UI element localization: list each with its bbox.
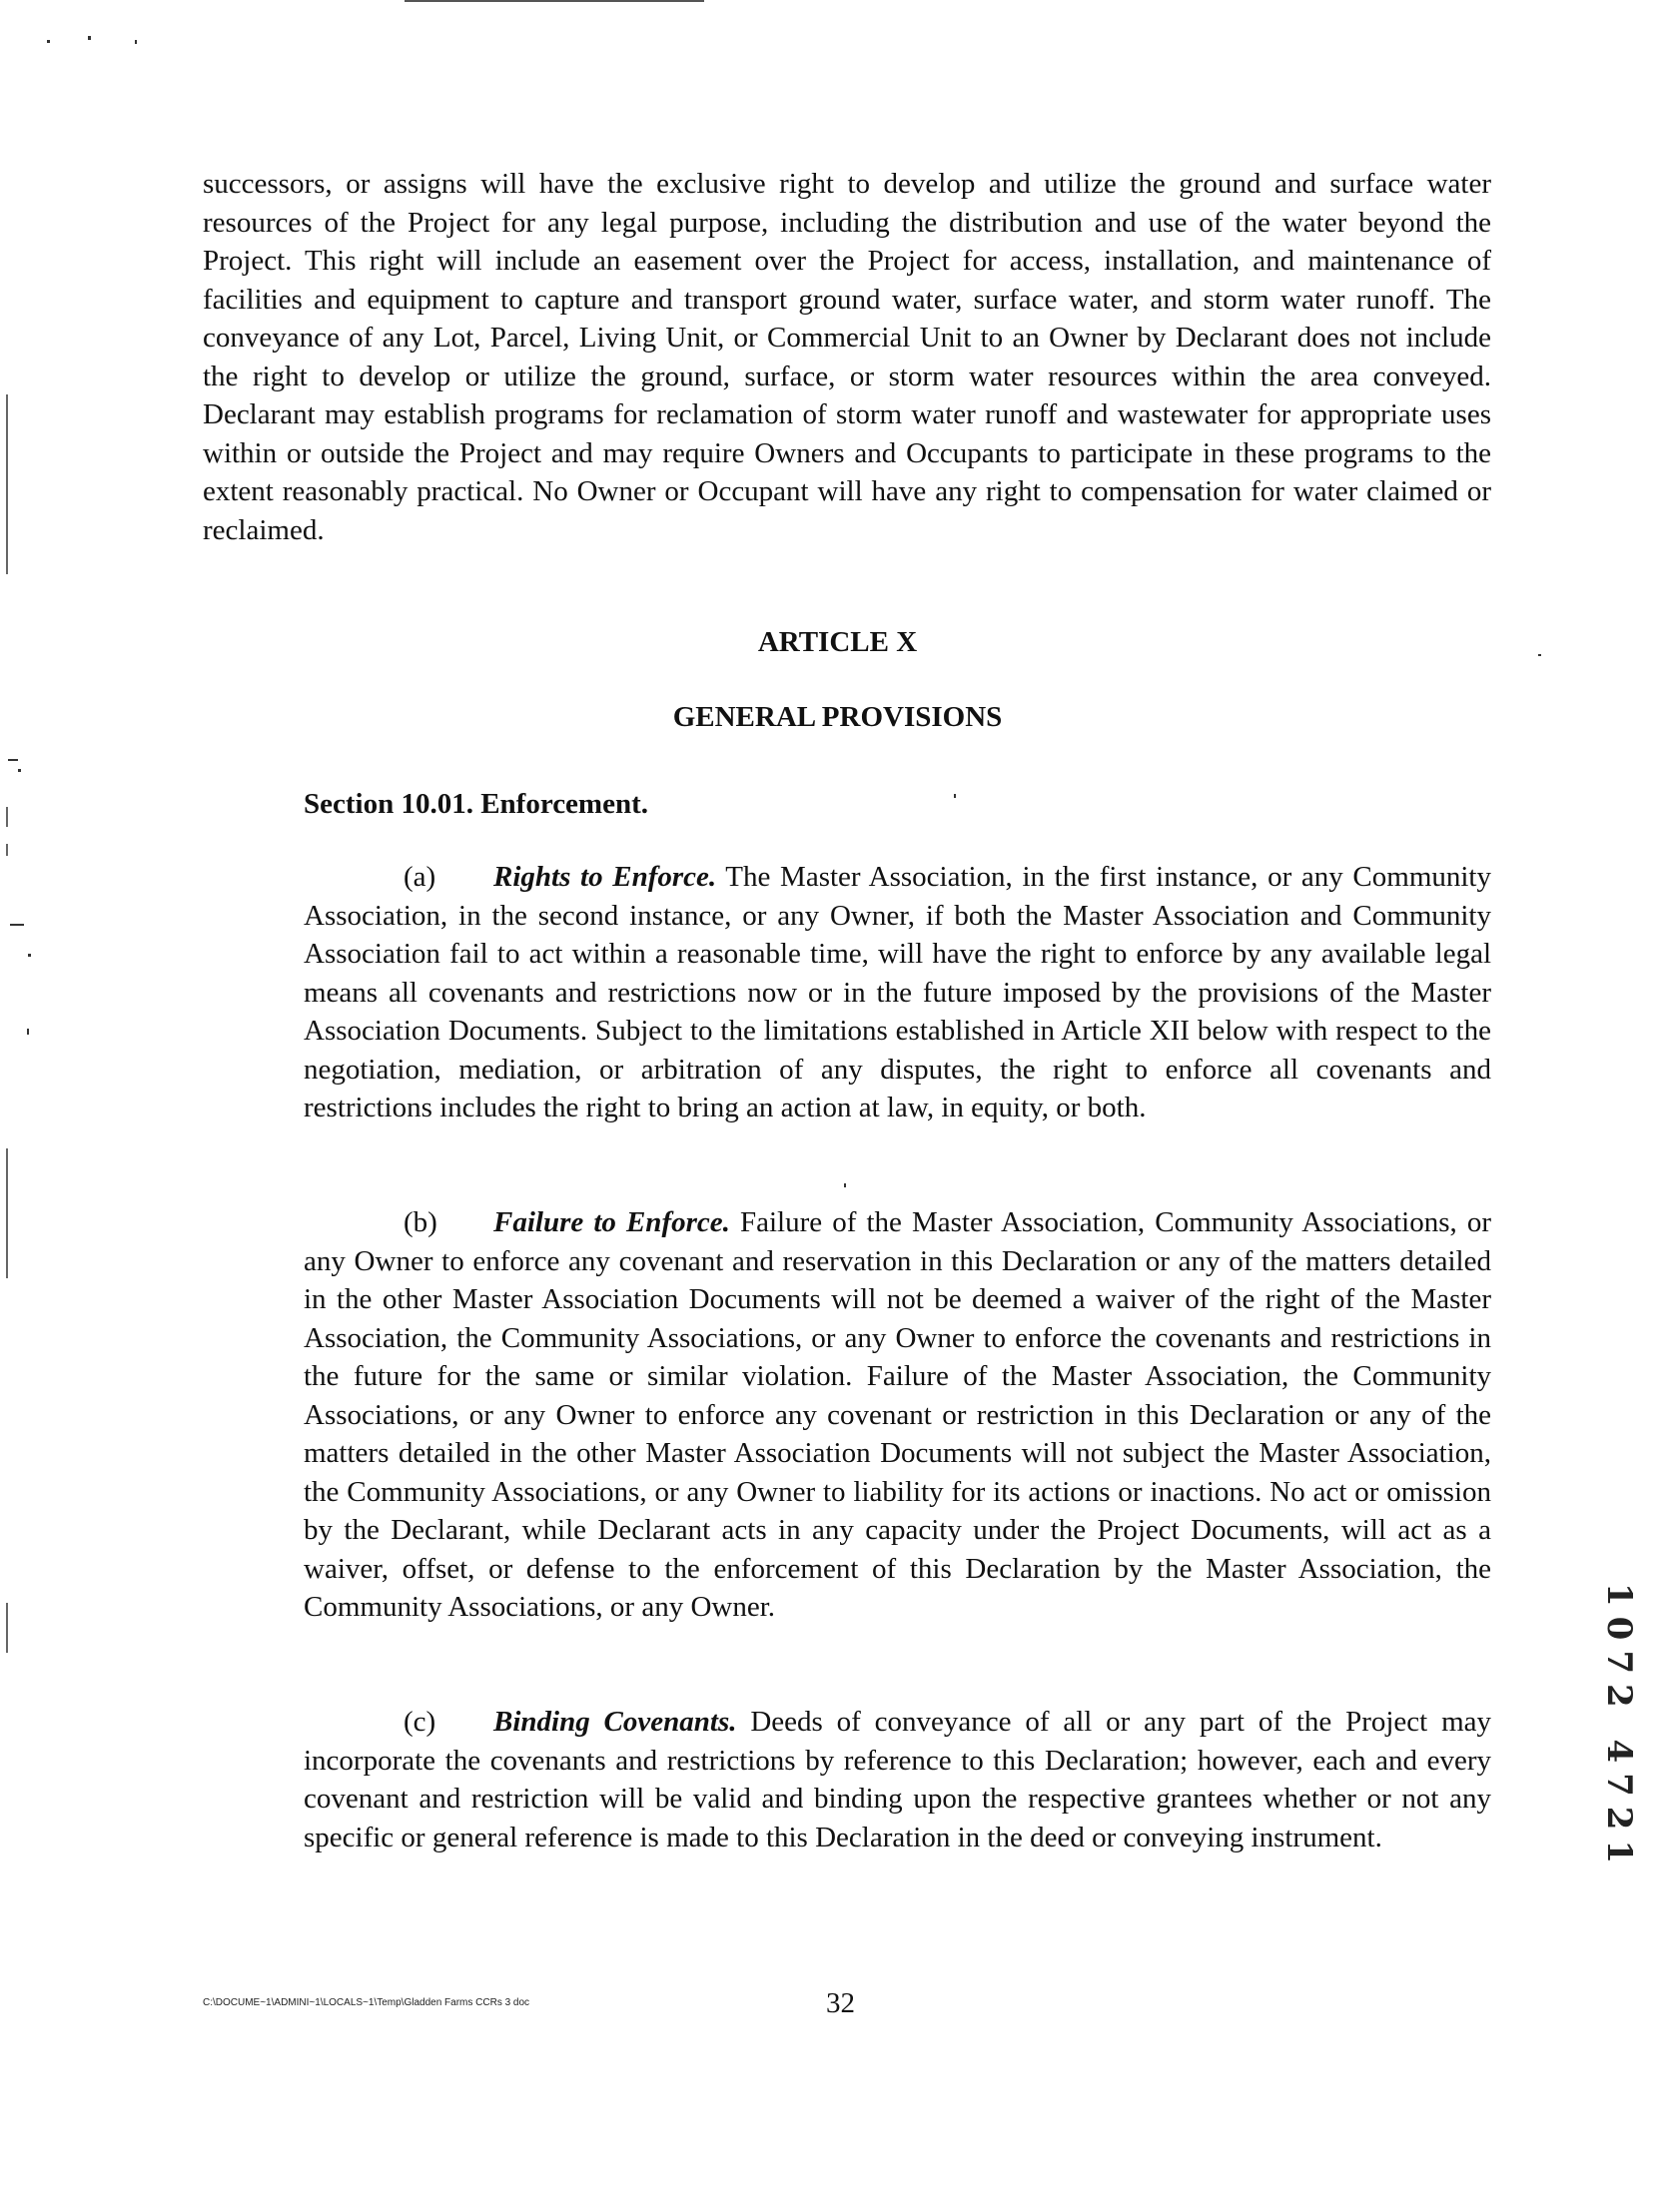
section-heading: Section 10.01. Enforcement.: [304, 788, 648, 820]
scan-speck: [10, 924, 24, 926]
subsection-text: Deeds of conveyance of all or any part of the Project may incorporate the covenants and restrictions by reference to this Declaration; however, each and every covenant and restriction will be valid and binding upon the respective grantees whether or not any specific or general reference is made to this Declaration in the deed or conveying instrument.: [304, 1706, 1492, 1853]
scan-speck: [844, 1183, 846, 1187]
scan-margin-mark: [6, 807, 8, 827]
scan-margin-mark: [6, 1148, 8, 1278]
subsection-label: (a): [404, 861, 436, 893]
recording-stamp-text: 1072 4721: [1599, 1583, 1639, 1874]
subsection-title: Failure to Enforce.: [493, 1206, 730, 1238]
scan-speck: [18, 769, 21, 772]
recording-stamp: [1601, 1583, 1641, 1972]
scan-speck: [135, 40, 137, 44]
scan-speck: [8, 759, 18, 761]
scan-margin-mark: [6, 394, 8, 574]
subsection-label: (b): [404, 1206, 437, 1238]
scan-margin-mark: [6, 844, 8, 856]
subsection-b: [304, 1203, 1491, 1627]
intro-paragraph: successors, or assigns will have the exclusive right to develop and utilize the ground and surface water resources of the Project for any legal purpose, including the distribution and use of the water beyond the Project. This right will include an easement over the Project for access, installation, and maintenance of facilities and equipment to capture and transport ground water, surface water, and storm water runoff. The conveyance of any Lot, Parcel, Living Unit, or Commercial Unit to an Owner by Declarant does not include the right to develop or utilize the ground, surface, or storm water resources within the area conveyed. Declarant may establish programs for reclamation of storm water runoff and wastewater for appropriate uses within or outside the Project and may require Owners and Occupants to participate in these programs to the extent reasonably practical. No Owner or Occupant will have any right to compensation for water claimed or reclaimed.: [203, 168, 1491, 546]
scan-speck: [88, 36, 91, 40]
subsection-text: Failure of the Master Association, Community Associations, or any Owner to enforce any covenant and reservation in this Declaration or any of the matters detailed in the other Master Association Documents will not be deemed a waiver of the right of the Master Association, the Community Associations, or any Owner to enforce the covenants and restrictions in the future for the same or similar violation. Failure of the Master Association, the Community Associations, or any Owner to enforce any covenant or restriction in this Declaration or any of the matters detailed in the other Master Association Documents will not subject the Master Association, the Community Associations, or any Owner to liability for its actions or inactions. No act or omission by the Declarant, while Declarant acts in any capacity under the Project Documents, will act as a waiver, offset, or defense to the enforcement of this Declaration by the Master Association, the Community Associations, or any Owner.: [304, 1206, 1492, 1623]
subsection-title: Rights to Enforce.: [493, 861, 717, 893]
subsection-title: Binding Covenants.: [493, 1706, 737, 1738]
scan-top-rule: [405, 0, 704, 2]
article-heading: ARTICLE X: [757, 626, 918, 658]
page-number: 32: [826, 1987, 855, 2019]
subsection-label: (c): [404, 1706, 436, 1738]
scan-speck: [47, 40, 50, 43]
subsection-a: [304, 858, 1491, 1127]
footer-file-path: C:\DOCUME~1\ADMINI~1\LOCALS~1\Temp\Gladden Farms CCRs 3 doc: [203, 1997, 530, 2008]
scan-speck: [954, 794, 956, 798]
subsection-c: [304, 1703, 1491, 1856]
article-title: GENERAL PROVISIONS: [672, 701, 1003, 733]
scan-speck: [28, 954, 31, 957]
scan-speck: [27, 1029, 29, 1035]
subsection-text: The Master Association, in the first instance, or any Community Association, in the second instance, or any Owner, if both the Master Association and Community Association fail to act within a reasonable time, will have the right to enforce by any available legal means all covenants and restrictions now or in the future imposed by the provisions of the Master Association Documents. Subject to the limitations established in Article XII below with respect to the negotiation, mediation, or arbitration of any disputes, the right to enforce all covenants and restrictions includes the right to bring an action at law, in equity, or both.: [304, 861, 1491, 1123]
scan-margin-mark: [6, 1603, 8, 1653]
